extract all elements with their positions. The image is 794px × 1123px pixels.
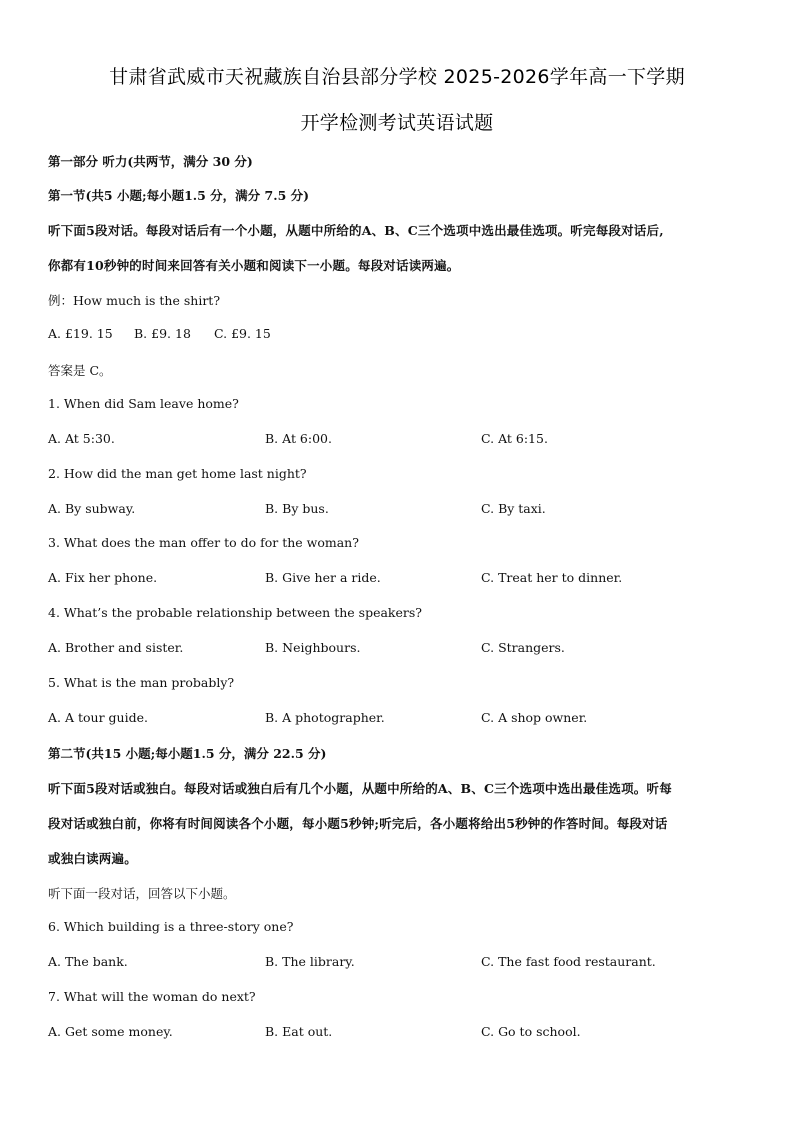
question-7-option-c[interactable]: C. Go to school. (481, 1024, 581, 1039)
section-1-instructions-line-1: 听下面5段对话。每段对话后有一个小题，从题中所给的A、B、C三个选项中选出最佳选项。听完每段对话后, (48, 223, 664, 238)
question-7: 7. What will the woman do next? (48, 989, 256, 1004)
example-option-b: B. £9. 18 (134, 326, 191, 341)
question-5-option-c[interactable]: C. A shop owner. (481, 710, 588, 725)
question-3: 3. What does the man offer to do for the woman? (48, 535, 359, 550)
question-7-option-a[interactable]: A. Get some money. (48, 1024, 173, 1039)
dialogue-lead-in: 听下面一段对话，回答以下小题。 (48, 886, 236, 901)
question-2-option-c[interactable]: C. By taxi. (481, 501, 546, 516)
question-2-option-b[interactable]: B. By bus. (265, 501, 329, 516)
question-6: 6. Which building is a three-story one? (48, 919, 294, 934)
section-2-instructions-line-1: 听下面5段对话或独白。每段对话或独白后有几个小题，从题中所给的A、B、C三个选项中选出最佳选项。听每 (48, 781, 672, 796)
example-option-a: A. £19. 15 (48, 326, 113, 341)
question-7-option-b[interactable]: B. Eat out. (265, 1024, 333, 1039)
question-1-option-a[interactable]: A. At 5:30. (48, 431, 115, 446)
example-question: 例：How much is the shirt? (48, 293, 221, 308)
question-5: 5. What is the man probably? (48, 675, 235, 690)
question-4-option-c[interactable]: C. Strangers. (481, 640, 565, 655)
section-2-instructions-line-3: 或独白读两遍。 (48, 851, 137, 866)
exam-title-line-2: 开学检测考试英语试题 (300, 112, 494, 134)
part-heading: 第一部分 听力(共两节，满分 30 分) (48, 154, 253, 169)
question-4-option-a[interactable]: A. Brother and sister. (48, 640, 184, 655)
question-1-option-b[interactable]: B. At 6:00. (265, 431, 332, 446)
question-4-option-b[interactable]: B. Neighbours. (265, 640, 361, 655)
example-option-c: C. £9. 15 (214, 326, 271, 341)
question-4: 4. What’s the probable relationship between the speakers? (48, 605, 422, 620)
question-3-option-a[interactable]: A. Fix her phone. (48, 570, 158, 585)
question-6-option-c[interactable]: C. The fast food restaurant. (481, 954, 656, 969)
question-3-option-c[interactable]: C. Treat her to dinner. (481, 570, 623, 585)
question-2: 2. How did the man get home last night? (48, 466, 307, 481)
question-3-option-b[interactable]: B. Give her a ride. (265, 570, 381, 585)
example-answer: 答案是 C。 (48, 363, 112, 378)
section-2-instructions-line-2: 段对话或独白前，你将有时间阅读各个小题，每小题5秒钟;听完后，各小题将给出5秒钟的作答时间。每段对话 (48, 816, 668, 831)
question-5-option-b[interactable]: B. A photographer. (265, 710, 385, 725)
section-1-instructions-line-2: 你都有10秒钟的时间来回答有关小题和阅读下一小题。每段对话读两遍。 (48, 258, 460, 273)
question-2-option-a[interactable]: A. By subway. (48, 501, 136, 516)
question-6-option-a[interactable]: A. The bank. (48, 954, 128, 969)
question-1: 1. When did Sam leave home? (48, 396, 239, 411)
question-6-option-b[interactable]: B. The library. (265, 954, 355, 969)
question-1-option-c[interactable]: C. At 6:15. (481, 431, 548, 446)
section-2-heading: 第二节(共15 小题;每小题1.5 分，满分 22.5 分) (48, 746, 327, 761)
section-1-heading: 第一节(共5 小题;每小题1.5 分，满分 7.5 分) (48, 188, 310, 203)
question-5-option-a[interactable]: A. A tour guide. (48, 710, 148, 725)
exam-title-line-1: 甘肃省武威市天祝藏族自治县部分学校 2025-2026学年高一下学期 (109, 66, 685, 88)
